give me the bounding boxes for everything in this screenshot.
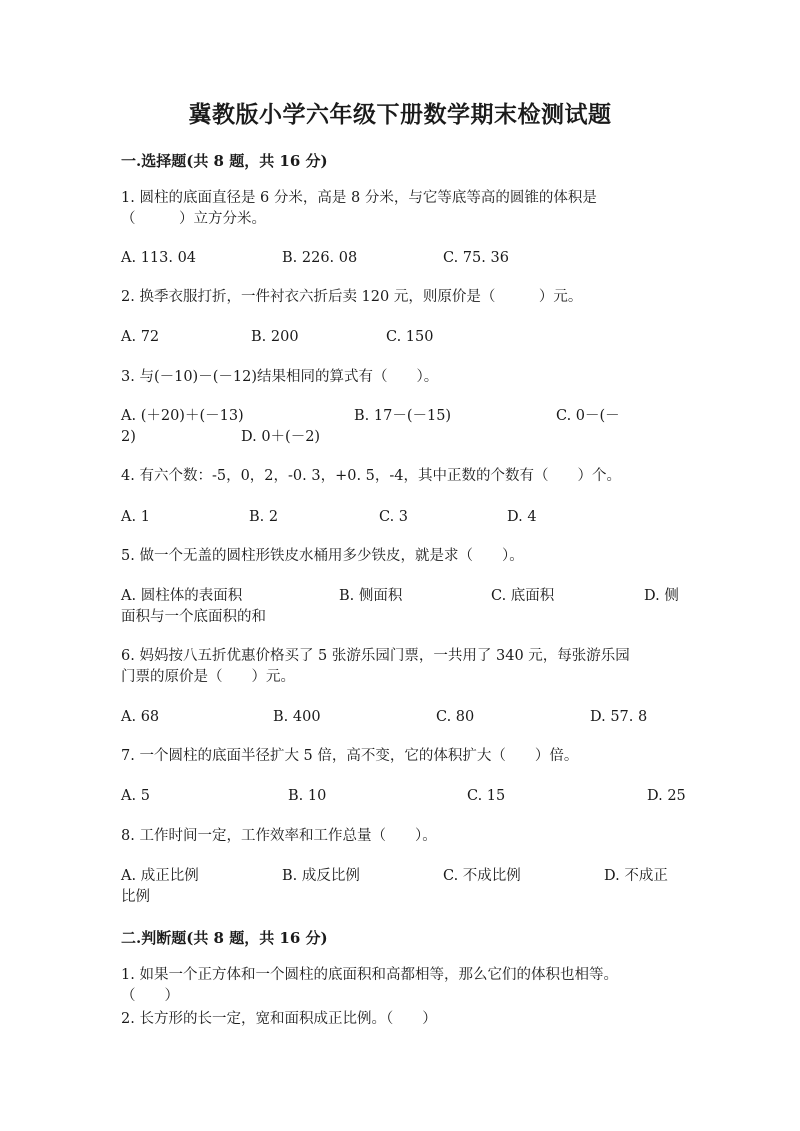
option-b: B. 226. 08 (282, 250, 358, 266)
option-c: C. 15 (467, 788, 506, 804)
question-3-options (121, 406, 681, 448)
question-text-cont: （ ）立方分米。 (121, 211, 266, 227)
question-2-options (121, 327, 681, 369)
section-heading-judgement: 二.判断题(共 8 题，共 16 分) (121, 929, 328, 947)
question-text: 8. 工作时间一定，工作效率和工作总量（ ）。 (121, 828, 437, 844)
option-c-cont: 2) (121, 429, 136, 445)
question-8-options (121, 866, 681, 908)
option-d: D. 0＋(－2) (241, 429, 321, 445)
option-d: D. 不成正 (604, 868, 668, 884)
option-a: A. (＋20)＋(－13) (121, 408, 244, 424)
option-b: B. 2 (249, 509, 279, 525)
question-text: 2. 长方形的长一定，宽和面积成正比例。（ ） (121, 1011, 437, 1027)
option-b: B. 侧面积 (339, 588, 403, 604)
option-c: C. 不成比例 (443, 868, 521, 884)
option-a: A. 72 (121, 329, 160, 345)
option-b: B. 成反比例 (282, 868, 360, 884)
question-8 (121, 826, 681, 847)
question-6 (121, 646, 681, 688)
question-5-options (121, 586, 681, 628)
question-1 (121, 188, 681, 230)
option-c: C. 150 (386, 329, 434, 345)
option-d: D. 4 (507, 509, 537, 525)
question-text-cont: （ ） (121, 988, 179, 1004)
question-7 (121, 746, 681, 767)
question-text: 7. 一个圆柱的底面半径扩大 5 倍，高不变，它的体积扩大（ ）倍。 (121, 748, 579, 764)
option-c: C. 0－(－ (556, 408, 620, 424)
option-d: D. 侧 (644, 588, 679, 604)
option-a: A. 68 (121, 709, 160, 725)
question-2 (121, 287, 681, 308)
option-b: B. 400 (273, 709, 321, 725)
question-1-options (121, 248, 681, 290)
option-a: A. 成正比例 (121, 868, 199, 884)
question-4 (121, 466, 681, 487)
option-a: A. 113. 04 (121, 250, 197, 266)
option-c: C. 75. 36 (443, 250, 509, 266)
question-4-options (121, 507, 681, 549)
question-5 (121, 546, 681, 567)
question-7-options (121, 786, 686, 828)
question-text: 1. 如果一个正方体和一个圆柱的底面积和高都相等，那么它们的体积也相等。 (121, 967, 618, 983)
option-d: D. 57. 8 (590, 709, 648, 725)
question-text: 1. 圆柱的底面直径是 6 分米，高是 8 分米，与它等底等高的圆锥的体积是 (121, 190, 597, 206)
option-b: B. 17－(－15) (354, 408, 452, 424)
option-a: A. 1 (121, 509, 150, 525)
option-d-cont: 面积与一个底面积的和 (121, 609, 266, 625)
judgement-question-2 (121, 1009, 681, 1030)
option-c: C. 底面积 (491, 588, 555, 604)
question-text-cont: 门票的原价是（ ）元。 (121, 669, 295, 685)
question-text: 6. 妈妈按八五折优惠价格买了 5 张游乐园门票，一共用了 340 元，每张游乐园 (121, 648, 630, 664)
option-b: B. 10 (288, 788, 327, 804)
judgement-question-1 (121, 965, 681, 1007)
option-c: C. 3 (379, 509, 409, 525)
option-d: D. 25 (647, 788, 686, 804)
page-title: 冀教版小学六年级下册数学期末检测试题 (188, 101, 612, 128)
question-3 (121, 367, 681, 388)
option-a: A. 圆柱体的表面积 (121, 588, 243, 604)
section-heading-choice: 一.选择题(共 8 题，共 16 分) (121, 152, 328, 170)
option-d-cont: 比例 (121, 889, 150, 905)
question-text: 5. 做一个无盖的圆柱形铁皮水桶用多少铁皮，就是求（ ）。 (121, 548, 524, 564)
question-text: 3. 与(－10)－(－12)结果相同的算式有（ ）。 (121, 369, 439, 385)
option-c: C. 80 (436, 709, 475, 725)
question-text: 2. 换季衣服打折，一件衬衣六折后卖 120 元，则原价是（ ）元。 (121, 289, 583, 305)
option-b: B. 200 (251, 329, 299, 345)
question-6-options (121, 707, 681, 749)
question-text: 4. 有六个数：-5，0，2，-0. 3，+0. 5，-4，其中正数的个数有（ ）个。 (121, 468, 622, 484)
option-a: A. 5 (121, 788, 150, 804)
